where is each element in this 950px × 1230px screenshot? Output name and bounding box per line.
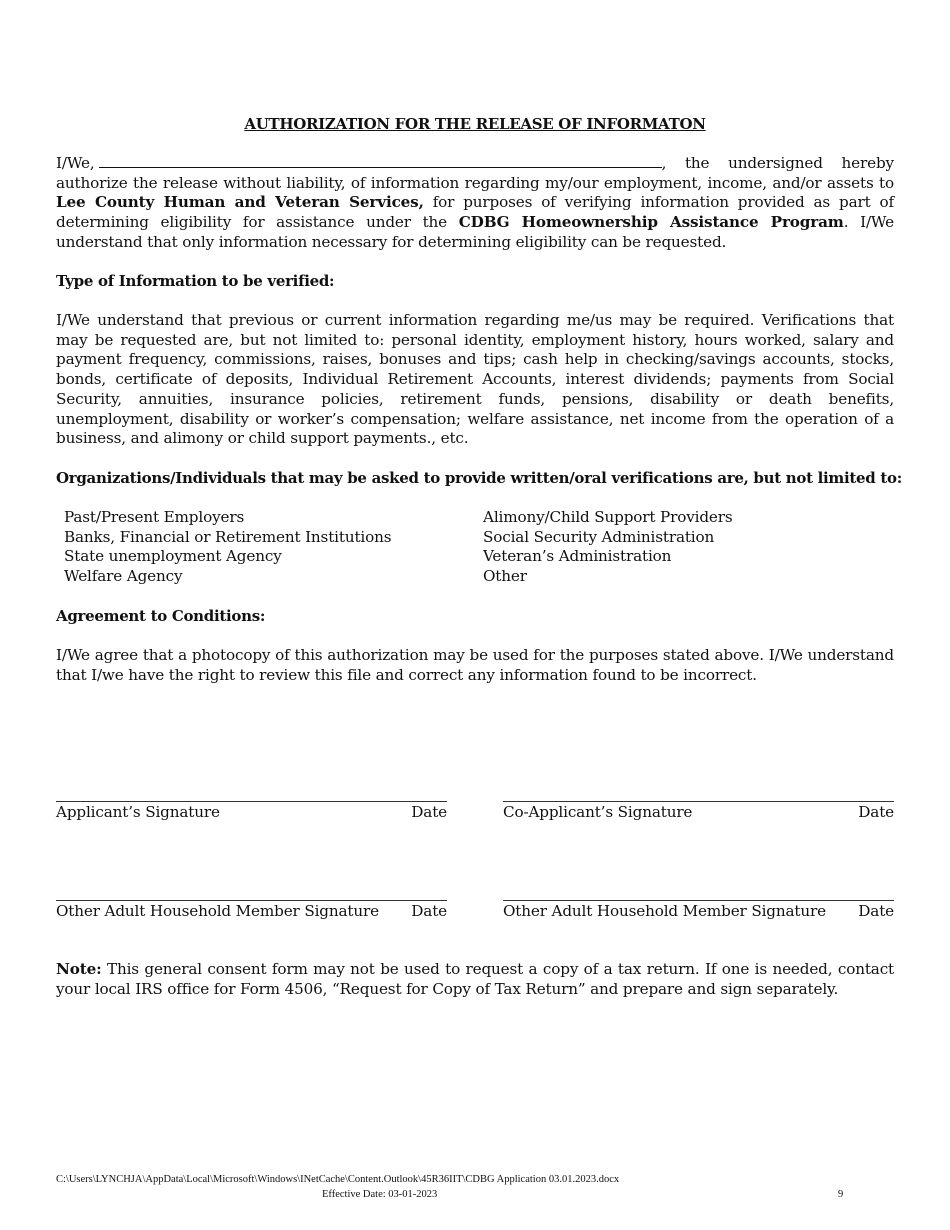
intro-line-3: for purposes of verifying information provided as part of determining eligibility for assistance under the [56,193,895,232]
footer-file-path: C:\Users\LYNCHJA\AppData\Local\Microsoft\Windows\INetCache\Content.Outlook\45R36IIT\CDBG Application 03.01.2023.docx [56,1174,620,1185]
other-adult-signature-label: Other Adult Household Member Signature [503,902,826,920]
agreement-body: I/We agree that a photocopy of this authorization may be used for the purposes stated above. I/We understand that I/we have the right to review this file and correct any information found to be incorrect. [56,646,894,684]
org-item: Veteran’s Administration [483,547,672,566]
intro-word-the: the [684,154,710,172]
org-item: Social Security Administration [483,527,715,546]
applicant-signature-line[interactable] [56,801,447,821]
intro-prefix: I/We, [56,154,95,172]
org-item: Welfare Agency [64,567,183,586]
co-applicant-signature-label: Co-Applicant’s Signature [503,803,693,821]
org-item: State unemployment Agency [64,547,282,566]
orgs-heading: Organizations/Individuals that may be asked to provide written/oral verifications are, but not limited to: [56,469,902,487]
intro-line-2: authorize the release without liability, of information regarding my/our employment, income, and/or assets to [56,173,894,192]
date-label: Date [411,803,447,821]
intro-word-undersigned: undersigned [728,154,823,172]
intro-word-hereby: hereby [841,154,894,172]
other-adult-signature-line-1[interactable] [56,900,447,920]
co-applicant-signature-line[interactable] [503,801,894,821]
type-heading: Type of Information to be verified: [56,272,335,290]
note-label: Note: [56,960,102,978]
org-item: Banks, Financial or Retirement Institutions [64,527,392,546]
date-label: Date [411,902,447,920]
intro-paragraph [56,153,894,253]
intro-body [56,174,894,253]
intro-comma: , [661,154,667,172]
document-title: AUTHORIZATION FOR THE RELEASE OF INFORMATON [244,115,706,133]
note-text: This general consent form may not be used to request a copy of a tax return. If one is needed, contact your local IRS office for Form 4506, “Request for Copy of Tax Return” and prepare and sign separately. [56,960,894,998]
intro-first-line [56,153,894,174]
document-page [56,0,902,1230]
date-label: Date [858,902,894,920]
applicant-signature-label: Applicant’s Signature [56,803,220,821]
org-item: Other [483,567,527,586]
org-item: Alimony/Child Support Providers [483,508,733,526]
name-blank-line [99,153,662,168]
orgs-list-right [483,508,733,587]
note-paragraph [56,960,894,999]
intro-line-4: . I/We understand that only information necessary for determining eligibility can be requested. [56,213,894,251]
org-item: Past/Present Employers [64,508,245,526]
footer-effective-date: Effective Date: 03-01-2023 [322,1189,438,1200]
organization-name: Lee County Human and Veteran Services, [56,193,424,212]
page-number: 9 [838,1189,844,1200]
other-adult-signature-line-2[interactable] [503,900,894,920]
date-label: Date [858,803,894,821]
other-adult-signature-label: Other Adult Household Member Signature [56,902,379,920]
program-name: CDBG Homeownership Assistance Program [458,213,844,232]
type-body: I/We understand that previous or current information regarding me/us may be required. Verifications that may be requested are, but not limited to: personal identity, employment history, hours worked, salary and payment frequency, commissions, raises, bonuses and tips; cash help in checking/savings accounts, stocks, bonds, certificate of deposits, Individual Retirement Accounts, interest dividends; payments from Social Security, annuities, insurance policies, retirement funds, pensions, disability or death benefits, unemployment, disability or worker’s compensation; welfare assistance, net income from the operation of a business, and alimony or child support payments., etc. [56,311,894,448]
orgs-list-left [64,508,391,587]
agreement-heading: Agreement to Conditions: [56,607,266,625]
intro-after-line [662,154,894,174]
